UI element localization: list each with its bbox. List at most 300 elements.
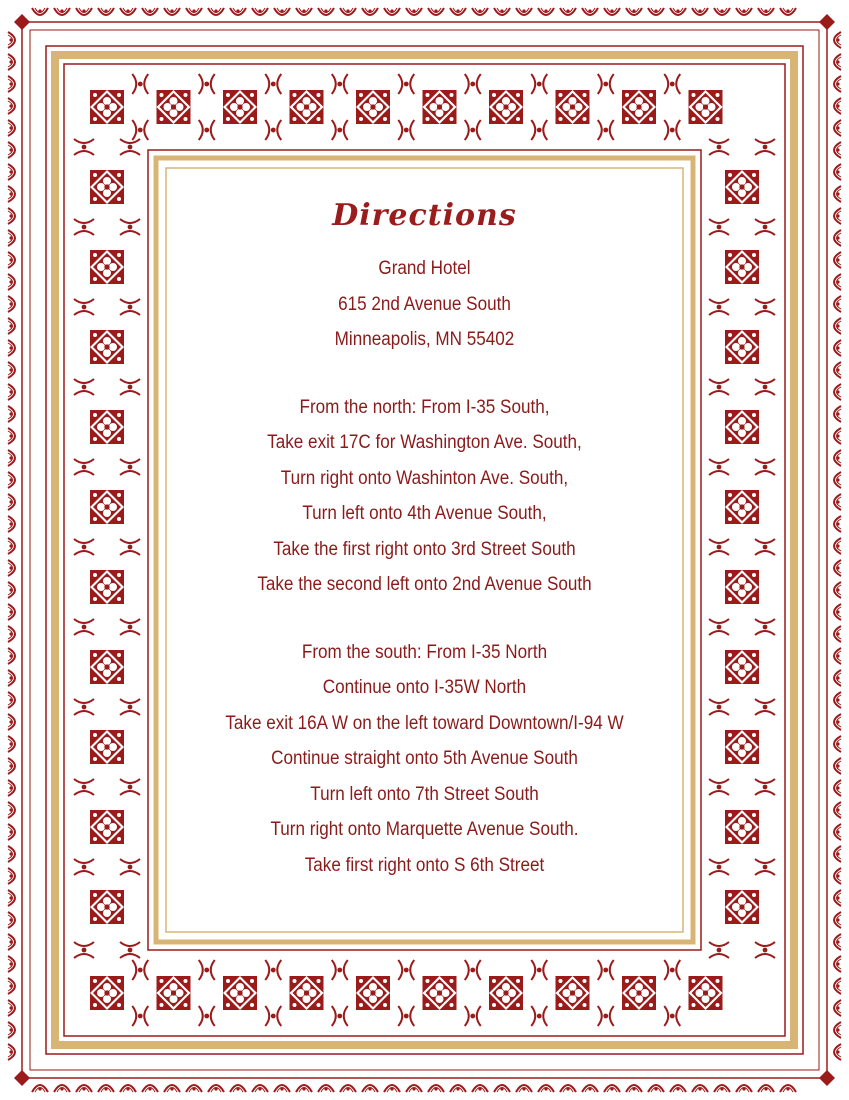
ornament-tile — [76, 8, 92, 15]
ornament-tile — [834, 978, 841, 994]
ornament-tile — [834, 1000, 841, 1016]
ornament-tile — [560, 1085, 576, 1092]
ornament-tile — [74, 859, 94, 875]
direction-line: Take exit 16A W on the left toward Downtown/I-94 W — [225, 712, 624, 734]
ornament-medallion — [223, 976, 257, 1010]
ornament-tile — [834, 142, 841, 158]
ornament-tile — [834, 604, 841, 620]
ornament-tile — [8, 516, 15, 532]
direction-line: Turn left onto 4th Avenue South, — [302, 503, 547, 524]
page-title: Directions — [332, 198, 517, 233]
ornament-tile — [538, 8, 554, 15]
ornament-tile — [834, 296, 841, 312]
ornament-tile — [834, 670, 841, 686]
ornament-medallion — [725, 890, 759, 924]
ornament-tile — [74, 699, 94, 715]
ornament-medallion — [725, 730, 759, 764]
ornament-medallion — [556, 90, 590, 124]
ornament-tile — [8, 362, 15, 378]
ornament-tile — [494, 1085, 510, 1092]
ornament-tile — [8, 98, 15, 114]
ornament-tile — [74, 459, 94, 475]
ornament-tile — [664, 74, 680, 94]
ornament-tile — [709, 219, 729, 235]
ornament-tile — [296, 8, 312, 15]
ornament-medallion — [725, 250, 759, 284]
ornament-tile — [755, 219, 775, 235]
ornament-medallion — [489, 976, 523, 1010]
ornament-tile — [648, 1085, 664, 1092]
ornament-tile — [8, 758, 15, 774]
direction-line: Continue straight onto 5th Avenue South — [271, 748, 578, 769]
ornament-medallion — [356, 976, 390, 1010]
ornament-tile — [755, 139, 775, 155]
ornament-tile — [8, 912, 15, 928]
ornament-tile — [274, 8, 290, 15]
ornament-tile — [384, 1085, 400, 1092]
ornament-tile — [8, 846, 15, 862]
ornament-tile — [120, 779, 140, 795]
ornament-medallion — [725, 650, 759, 684]
ornament-tile — [199, 1006, 215, 1026]
ornament-tile — [709, 779, 729, 795]
ornament-tile — [296, 1085, 312, 1092]
ornament-tile — [531, 120, 547, 140]
ornament-tile — [8, 296, 15, 312]
ornament-tile — [834, 362, 841, 378]
ornament-tile — [142, 1085, 158, 1092]
ornament-tile — [318, 1085, 334, 1092]
ornament-tile — [230, 8, 246, 15]
ornament-tile — [692, 8, 708, 15]
ornament-tile — [755, 539, 775, 555]
directions-content — [168, 168, 681, 932]
ornament-medallion — [90, 730, 124, 764]
ornament-tile — [664, 1006, 680, 1026]
ornament-tile — [32, 8, 48, 15]
ornament-tile — [538, 1085, 554, 1092]
ornament-tile — [186, 1085, 202, 1092]
ornament-tile — [834, 626, 841, 642]
ornament-tile — [8, 692, 15, 708]
ornament-tile — [230, 1085, 246, 1092]
ornament-tile — [736, 8, 752, 15]
ornament-tile — [120, 699, 140, 715]
ornament-tile — [758, 8, 774, 15]
ornament-tile — [834, 76, 841, 92]
ornament-tile — [834, 890, 841, 906]
ornament-tile — [332, 1006, 348, 1026]
ornament-medallion — [423, 90, 457, 124]
ornament-tile — [76, 1085, 92, 1092]
ornament-tile — [8, 230, 15, 246]
ornament-tile — [8, 494, 15, 510]
ornament-tile — [199, 74, 215, 94]
ornament-medallion — [157, 976, 191, 1010]
ornament-tile — [199, 120, 215, 140]
ornament-tile — [74, 219, 94, 235]
ornament-tile — [8, 890, 15, 906]
ornament-tile — [465, 120, 481, 140]
ornament-tile — [8, 450, 15, 466]
ornament-tile — [120, 219, 140, 235]
ornament-tile — [340, 8, 356, 15]
ornament-tile — [406, 1085, 422, 1092]
ornament-medallion — [90, 490, 124, 524]
ornament-tile — [834, 1044, 841, 1060]
ornament-tile — [8, 604, 15, 620]
ornament-tile — [755, 379, 775, 395]
ornament-tile — [626, 8, 642, 15]
ornament-tile — [834, 428, 841, 444]
ornament-tile — [834, 736, 841, 752]
ornament-tile — [531, 74, 547, 94]
ornament-tile — [834, 32, 841, 48]
ornament-tile — [834, 230, 841, 246]
ornament-tile — [709, 299, 729, 315]
ornament-tile — [274, 1085, 290, 1092]
ornament-tile — [398, 120, 414, 140]
ornament-tile — [428, 8, 444, 15]
ornament-tile — [755, 942, 775, 958]
ornament-tile — [8, 428, 15, 444]
ornament-tile — [398, 74, 414, 94]
ornament-tile — [516, 1085, 532, 1092]
ornament-tile — [265, 960, 281, 980]
north-directions — [168, 390, 681, 603]
ornament-medallion — [90, 890, 124, 924]
ornament-tile — [8, 1022, 15, 1038]
ornament-tile — [208, 8, 224, 15]
ornament-tile — [834, 252, 841, 268]
ornament-tile — [265, 1006, 281, 1026]
ornament-tile — [531, 1006, 547, 1026]
ornament-tile — [120, 539, 140, 555]
ornament-medallion — [157, 90, 191, 124]
ornament-tile — [709, 539, 729, 555]
ornament-tile — [98, 1085, 114, 1092]
ornament-tile — [834, 802, 841, 818]
ornament-tile — [604, 1085, 620, 1092]
ornament-tile — [834, 824, 841, 840]
ornament-medallion — [725, 170, 759, 204]
ornament-tile — [834, 494, 841, 510]
ornament-tile — [8, 582, 15, 598]
ornament-tile — [199, 960, 215, 980]
ornament-tile — [834, 538, 841, 554]
ornament-tile — [252, 1085, 268, 1092]
direction-line: From the north: From I-35 South, — [299, 396, 550, 418]
ornament-tile — [450, 8, 466, 15]
ornament-medallion — [356, 90, 390, 124]
south-directions — [168, 635, 681, 884]
ornament-tile — [362, 8, 378, 15]
ornament-tile — [709, 379, 729, 395]
ornament-tile — [834, 384, 841, 400]
ornament-tile — [8, 54, 15, 70]
ornament-medallion — [556, 976, 590, 1010]
address-line: 615 2nd Avenue South — [338, 293, 511, 315]
ornament-tile — [74, 619, 94, 635]
ornament-tile — [32, 1085, 48, 1092]
ornament-tile — [834, 912, 841, 928]
ornament-tile — [120, 619, 140, 635]
ornament-tile — [465, 74, 481, 94]
ornament-tile — [598, 960, 614, 980]
ornament-tile — [780, 8, 796, 15]
ornament-tile — [834, 472, 841, 488]
ornament-medallion — [725, 490, 759, 524]
ornament-medallion — [689, 976, 723, 1010]
ornament-tile — [8, 120, 15, 136]
ornament-tile — [8, 1044, 15, 1060]
ornament-tile — [8, 384, 15, 400]
address-block — [168, 251, 681, 358]
ornament-tile — [670, 1085, 686, 1092]
ornament-tile — [516, 8, 532, 15]
ornament-tile — [626, 1085, 642, 1092]
direction-line: Turn left onto 7th Street South — [310, 783, 539, 805]
ornament-tile — [8, 780, 15, 796]
ornament-medallion — [90, 810, 124, 844]
ornament-tile — [834, 318, 841, 334]
ornament-tile — [428, 1085, 444, 1092]
ornament-medallion — [725, 810, 759, 844]
ornament-medallion — [90, 570, 124, 604]
ornament-tile — [582, 1085, 598, 1092]
ornament-medallion — [223, 90, 257, 124]
ornament-tile — [120, 379, 140, 395]
ornament-tile — [670, 8, 686, 15]
ornament-tile — [714, 8, 730, 15]
ornament-tile — [8, 406, 15, 422]
ornament-tile — [560, 8, 576, 15]
ornament-tile — [834, 120, 841, 136]
ornament-medallion — [423, 976, 457, 1010]
ornament-tile — [834, 1022, 841, 1038]
ornament-tile — [834, 208, 841, 224]
ornament-tile — [8, 824, 15, 840]
ornament-tile — [472, 1085, 488, 1092]
ornament-tile — [164, 1085, 180, 1092]
ornament-tile — [780, 1085, 796, 1092]
ornament-tile — [834, 54, 841, 70]
ornament-tile — [755, 699, 775, 715]
ornament-medallion — [90, 90, 124, 124]
ornament-medallion — [290, 976, 324, 1010]
ornament-tile — [8, 736, 15, 752]
ornament-medallion — [90, 976, 124, 1010]
ornament-tile — [265, 74, 281, 94]
ornament-tile — [8, 978, 15, 994]
ornament-tile — [8, 142, 15, 158]
ornament-tile — [834, 780, 841, 796]
ornament-tile — [648, 8, 664, 15]
ornament-tile — [208, 1085, 224, 1092]
ornament-tile — [120, 8, 136, 15]
ornament-tile — [834, 648, 841, 664]
ornament-tile — [54, 1085, 70, 1092]
ornament-tile — [132, 74, 148, 94]
ornament-tile — [8, 956, 15, 972]
ornament-tile — [398, 960, 414, 980]
ornament-tile — [8, 252, 15, 268]
ornament-tile — [142, 8, 158, 15]
ornament-tile — [98, 8, 114, 15]
ornament-tile — [834, 692, 841, 708]
ornament-tile — [465, 1006, 481, 1026]
ornament-tile — [384, 8, 400, 15]
ornament-tile — [74, 139, 94, 155]
ornament-tile — [332, 960, 348, 980]
ornament-tile — [8, 472, 15, 488]
ornament-tile — [755, 779, 775, 795]
direction-line: Take the first right onto 3rd Street South — [273, 538, 576, 560]
direction-line: From the south: From I-35 North — [301, 641, 548, 663]
ornament-tile — [582, 8, 598, 15]
ornament-tile — [834, 450, 841, 466]
ornament-medallion — [489, 90, 523, 124]
ornament-tile — [531, 960, 547, 980]
ornament-tile — [8, 714, 15, 730]
ornament-tile — [332, 120, 348, 140]
ornament-tile — [132, 960, 148, 980]
ornament-tile — [74, 299, 94, 315]
ornament-medallion — [90, 330, 124, 364]
ornament-tile — [8, 868, 15, 884]
ornament-tile — [132, 120, 148, 140]
ornament-tile — [74, 379, 94, 395]
ornament-tile — [834, 956, 841, 972]
ornament-tile — [120, 942, 140, 958]
ornament-tile — [709, 859, 729, 875]
ornament-tile — [598, 1006, 614, 1026]
ornament-tile — [8, 802, 15, 818]
ornament-tile — [8, 560, 15, 576]
ornament-medallion — [90, 250, 124, 284]
ornament-tile — [834, 406, 841, 422]
ornament-tile — [54, 8, 70, 15]
ornament-tile — [604, 8, 620, 15]
ornament-tile — [450, 1085, 466, 1092]
ornament-tile — [834, 560, 841, 576]
ornament-medallion — [689, 90, 723, 124]
ornament-tile — [318, 8, 334, 15]
ornament-tile — [758, 1085, 774, 1092]
ornament-tile — [8, 164, 15, 180]
ornament-tile — [834, 274, 841, 290]
ornament-tile — [74, 779, 94, 795]
ornament-tile — [834, 758, 841, 774]
ornament-tile — [834, 934, 841, 950]
ornament-tile — [362, 1085, 378, 1092]
ornament-tile — [465, 960, 481, 980]
ornament-tile — [834, 582, 841, 598]
ornament-tile — [186, 8, 202, 15]
ornament-medallion — [90, 170, 124, 204]
direction-line: Take exit 17C for Washington Ave. South, — [267, 432, 582, 453]
ornament-tile — [8, 208, 15, 224]
ornament-tile — [164, 8, 180, 15]
ornament-tile — [120, 859, 140, 875]
ornament-tile — [692, 1085, 708, 1092]
ornament-tile — [472, 8, 488, 15]
ornament-tile — [834, 516, 841, 532]
ornament-tile — [834, 714, 841, 730]
ornament-tile — [120, 459, 140, 475]
ornament-tile — [755, 859, 775, 875]
ornament-tile — [8, 538, 15, 554]
ornament-tile — [340, 1085, 356, 1092]
ornament-tile — [120, 299, 140, 315]
ornament-tile — [714, 1085, 730, 1092]
ornament-tile — [74, 942, 94, 958]
ornament-tile — [332, 74, 348, 94]
ornament-medallion — [622, 90, 656, 124]
ornament-medallion — [90, 650, 124, 684]
address-line: Minneapolis, MN 55402 — [334, 329, 515, 350]
direction-line: Take first right onto S 6th Street — [304, 854, 545, 876]
ornament-tile — [265, 120, 281, 140]
ornament-tile — [8, 626, 15, 642]
ornament-tile — [120, 139, 140, 155]
ornament-tile — [709, 459, 729, 475]
ornament-tile — [755, 299, 775, 315]
ornament-tile — [8, 76, 15, 92]
ornament-tile — [252, 8, 268, 15]
ornament-tile — [74, 539, 94, 555]
direction-line: Take the second left onto 2nd Avenue South — [257, 574, 592, 595]
ornament-tile — [598, 74, 614, 94]
ornament-tile — [755, 619, 775, 635]
ornament-tile — [709, 942, 729, 958]
ornament-tile — [8, 934, 15, 950]
ornament-tile — [8, 318, 15, 334]
ornament-tile — [834, 340, 841, 356]
ornament-medallion — [622, 976, 656, 1010]
direction-line: Continue onto I-35W North — [322, 677, 527, 698]
ornament-tile — [8, 186, 15, 202]
ornament-tile — [8, 670, 15, 686]
ornament-tile — [834, 164, 841, 180]
ornament-tile — [8, 648, 15, 664]
ornament-tile — [755, 459, 775, 475]
address-line: Grand Hotel — [378, 258, 471, 279]
ornament-medallion — [725, 330, 759, 364]
ornament-tile — [834, 868, 841, 884]
ornament-tile — [834, 186, 841, 202]
ornament-medallion — [290, 90, 324, 124]
ornament-tile — [834, 98, 841, 114]
ornament-medallion — [90, 410, 124, 444]
ornament-tile — [8, 274, 15, 290]
ornament-tile — [8, 1000, 15, 1016]
ornament-tile — [736, 1085, 752, 1092]
ornament-tile — [132, 1006, 148, 1026]
ornament-tile — [120, 1085, 136, 1092]
ornament-tile — [709, 699, 729, 715]
ornament-tile — [664, 120, 680, 140]
ornament-tile — [834, 846, 841, 862]
ornament-tile — [398, 1006, 414, 1026]
ornament-tile — [8, 32, 15, 48]
ornament-medallion — [725, 410, 759, 444]
direction-line: Turn right onto Washinton Ave. South, — [280, 467, 569, 489]
ornament-tile — [664, 960, 680, 980]
ornament-medallion — [725, 570, 759, 604]
ornament-tile — [709, 619, 729, 635]
ornament-tile — [598, 120, 614, 140]
